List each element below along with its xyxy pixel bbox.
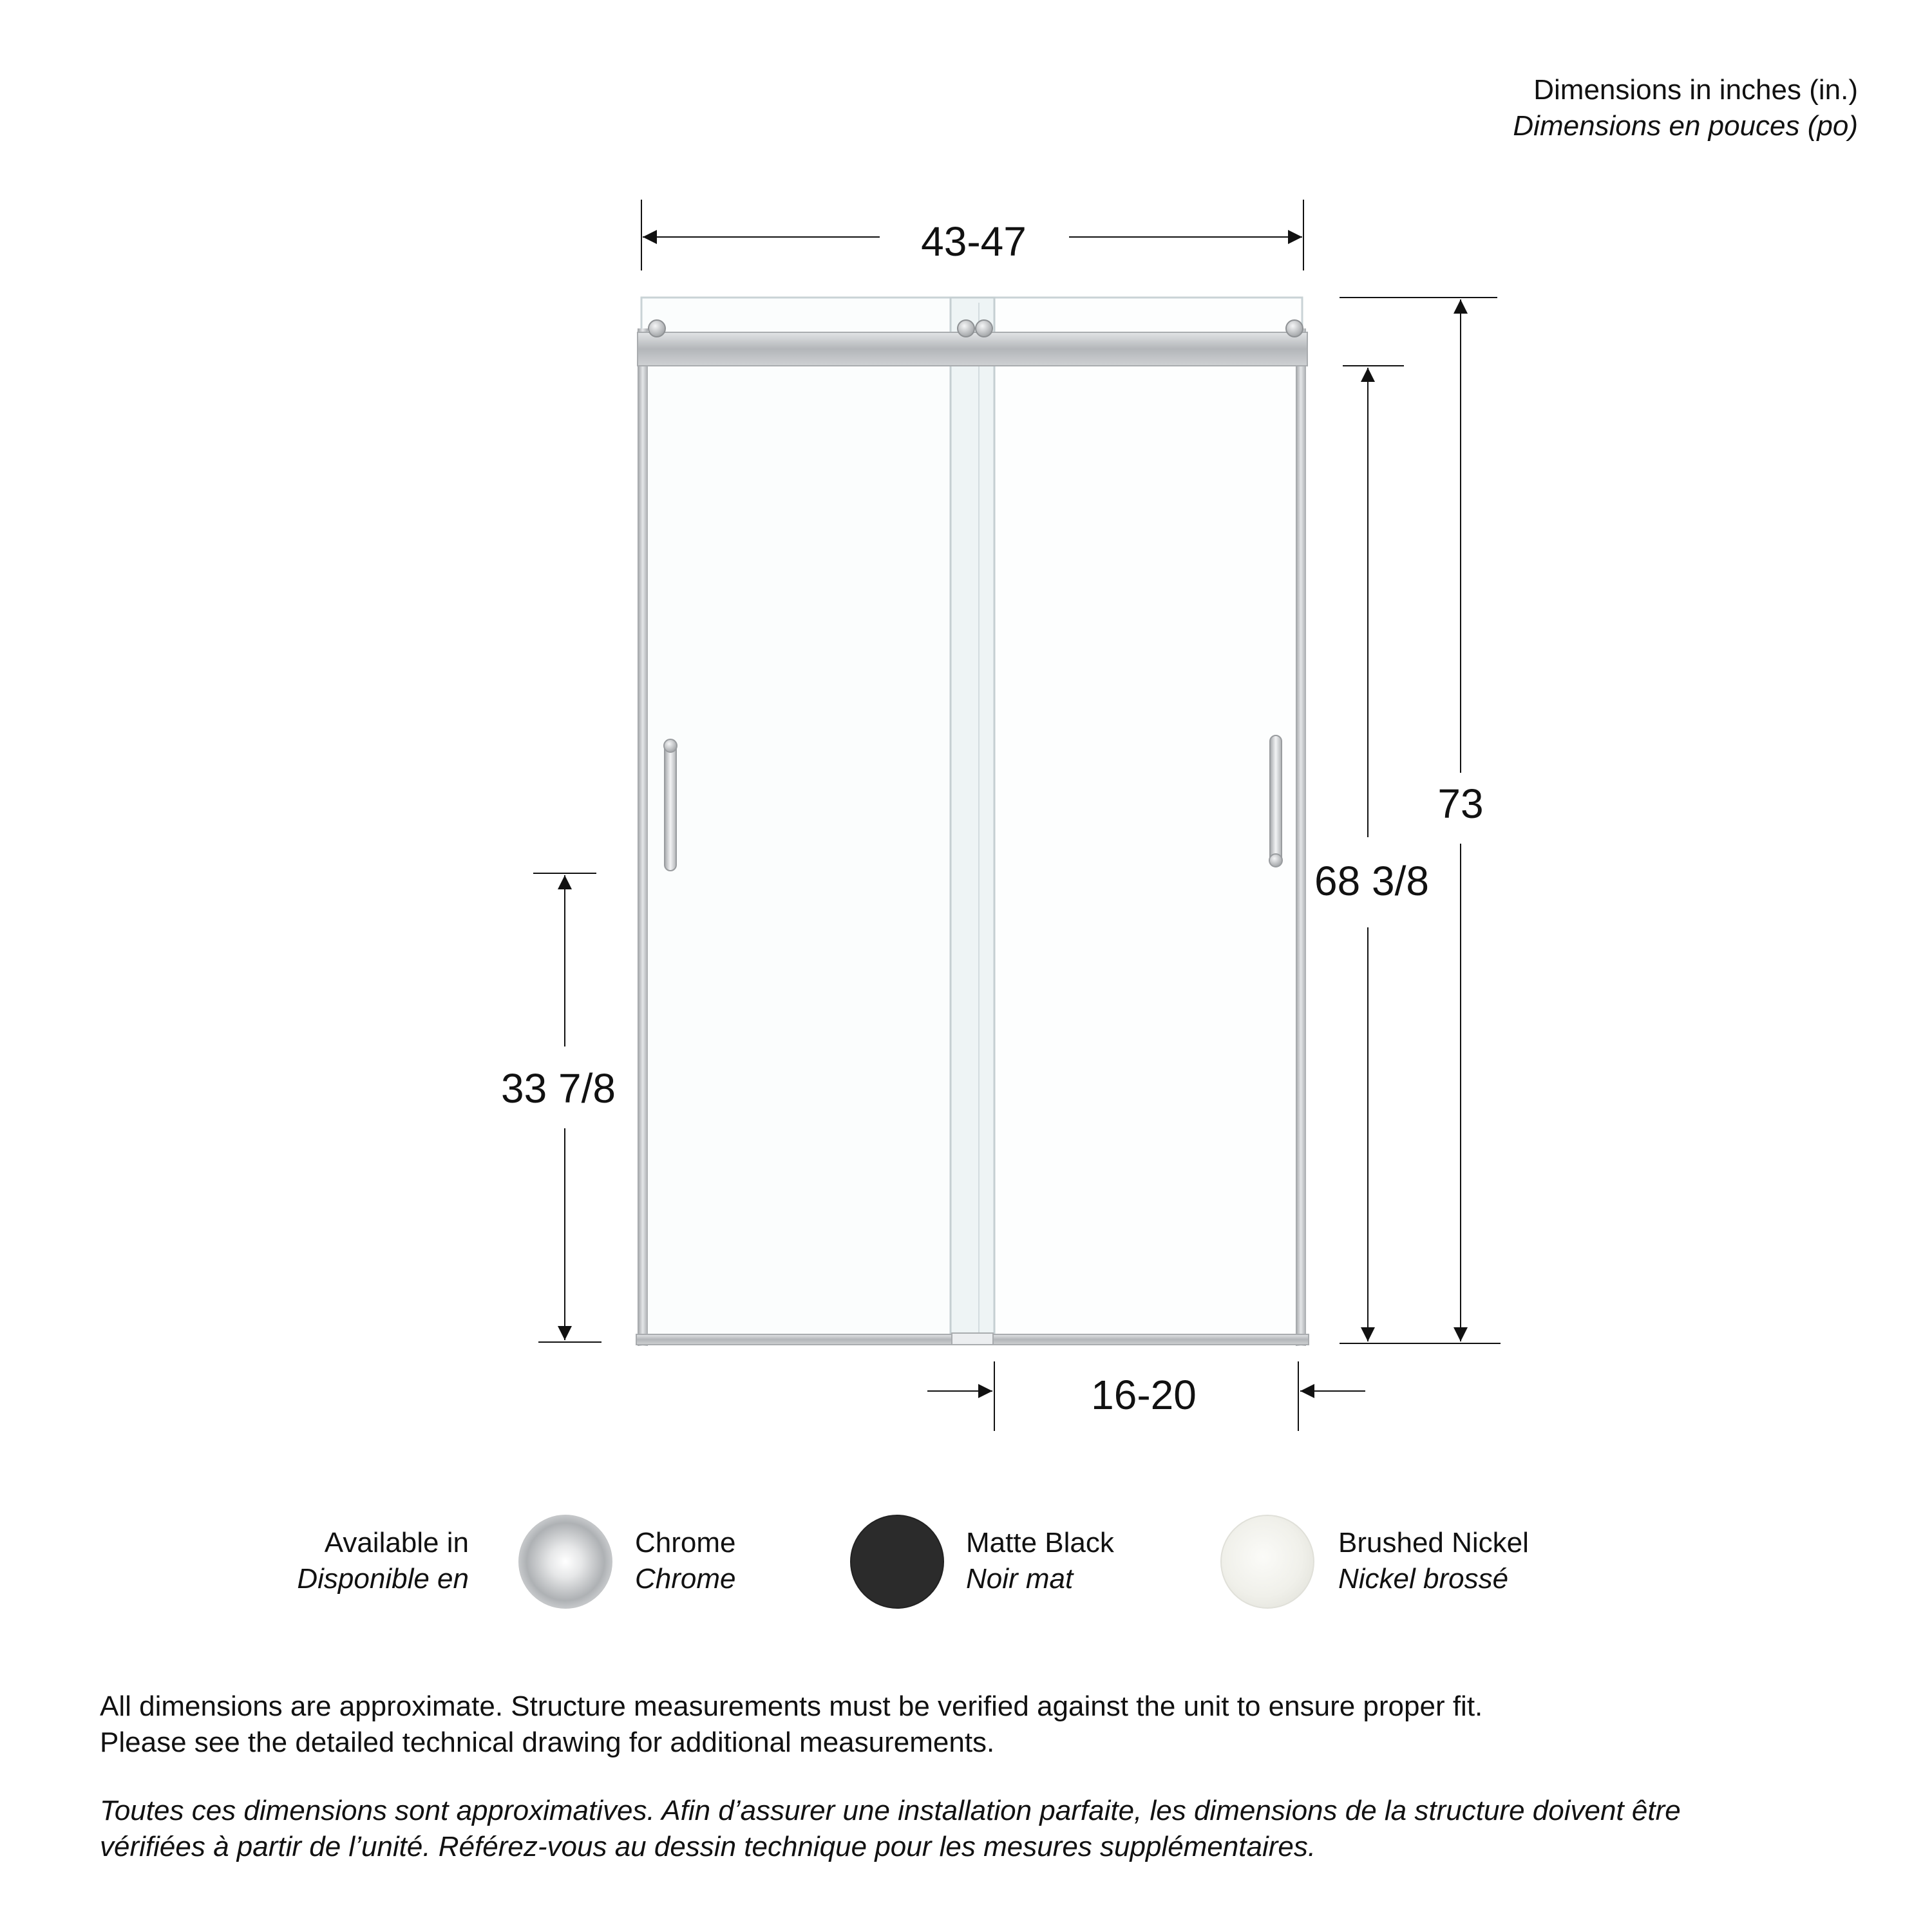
units-fr: Dimensions en pouces (po): [1513, 110, 1858, 142]
fixed-glass-panel: [641, 298, 994, 1342]
door-height-dimension: [1314, 366, 1429, 1341]
top-rail: [638, 332, 1307, 366]
width-dimension: [641, 200, 1303, 270]
door-height-label: 68 3/8: [1314, 858, 1429, 904]
roller-icon: [1286, 320, 1303, 337]
right-wall-jamb: [1296, 328, 1306, 1346]
brushed-nickel-swatch: [1220, 1515, 1314, 1609]
finishes-intro: [297, 1525, 469, 1597]
door-assembly: [636, 298, 1309, 1346]
finishes-intro-en: Available in: [324, 1527, 469, 1558]
notes-fr: [100, 1793, 1681, 1865]
bottom-guide: [952, 1333, 993, 1345]
opening-label: 16-20: [1091, 1372, 1197, 1418]
notes-en-line1: All dimensions are approximate. Structure measurements must be verified against the unit to ensure proper fit.: [100, 1690, 1483, 1722]
notes-fr-line2: vérifiées à partir de l’unité. Référez-vous au dessin technique pour les mesures supplémentaires.: [100, 1831, 1316, 1862]
handle-height-label: 33 7/8: [501, 1065, 616, 1112]
notes-fr-line1: Toutes ces dimensions sont approximatives. Afin d’assurer une installation parfaite, les dimensions de la structure doivent être: [100, 1795, 1681, 1826]
finish-chrome-fr: Chrome: [635, 1563, 736, 1595]
width-label: 43-47: [921, 218, 1027, 265]
finishes-intro-fr: Disponible en: [297, 1563, 469, 1595]
finish-matte-black-en: Matte Black: [966, 1527, 1114, 1558]
notes-en: [100, 1689, 1482, 1761]
finish-matte-black-fr: Noir mat: [966, 1563, 1074, 1595]
left-wall-jamb: [638, 328, 648, 1346]
left-handle-icon: [664, 739, 677, 871]
chrome-swatch: [518, 1515, 612, 1609]
finish-brushed-nickel-fr: Nickel brossé: [1338, 1563, 1509, 1595]
overall-height-label: 73: [1437, 781, 1484, 827]
opening-dimension: [927, 1361, 1365, 1431]
matte-black-swatch: [850, 1515, 944, 1609]
notes-en-line2: Please see the detailed technical drawing for additional measurements.: [100, 1727, 995, 1758]
roller-icon: [976, 320, 992, 337]
roller-icon: [649, 320, 665, 337]
units-en: Dimensions in inches (in.): [1533, 74, 1858, 106]
finish-brushed-nickel: [1338, 1525, 1529, 1597]
overall-height-dimension: [1340, 298, 1501, 1343]
finish-chrome: [635, 1525, 736, 1597]
sliding-glass-panel: [951, 298, 1302, 1342]
finish-brushed-nickel-en: Brushed Nickel: [1338, 1527, 1529, 1558]
handle-height-dimension: [501, 873, 616, 1342]
finish-matte-black: [966, 1525, 1114, 1597]
roller-icon: [958, 320, 974, 337]
finish-chrome-en: Chrome: [635, 1527, 736, 1558]
right-handle-icon: [1269, 735, 1282, 867]
glass-overlap: [951, 298, 994, 1342]
